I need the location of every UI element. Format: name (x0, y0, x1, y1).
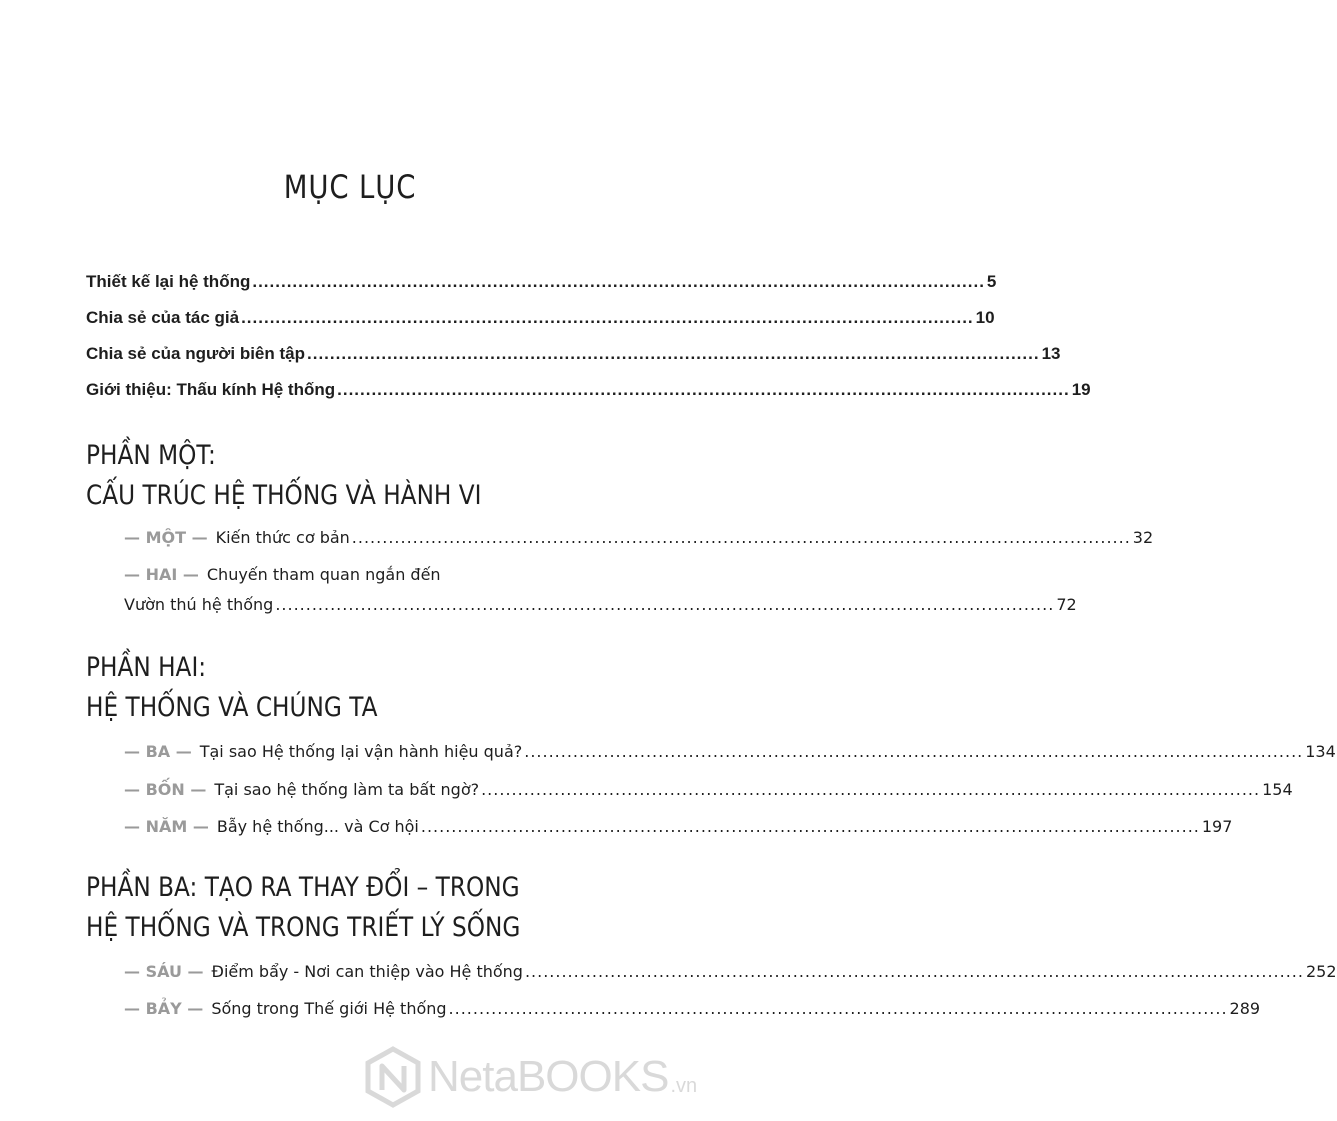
dot-leader: ................................................................................................................................ (275, 595, 1055, 614)
part-one-heading (86, 436, 585, 516)
toc-page-number: 5 (986, 272, 997, 291)
toc-chapter-ba[interactable] (124, 742, 1336, 768)
dot-leader: ................................................................................................................................ (241, 308, 974, 327)
watermark-suffix: .vn (670, 1075, 698, 1097)
dot-leader: ................................................................................................................................ (420, 817, 1200, 836)
part-two-heading (86, 648, 585, 728)
toc-page-number: 252 (1305, 962, 1337, 981)
toc-entry-thiet-ke[interactable] (86, 272, 997, 298)
toc-page-number: 72 (1056, 595, 1077, 614)
chapter-title: Sống trong Thế giới Hệ thống (211, 999, 447, 1018)
chapter-tag: — BỐN — (124, 780, 207, 799)
chapter-tag: — NĂM — (124, 817, 209, 836)
toc-page-number: 197 (1201, 817, 1233, 836)
toc-chapter-hai-line1[interactable] (124, 565, 612, 584)
dot-leader: ................................................................................................................................ (524, 742, 1304, 761)
toc-page-number: 19 (1071, 380, 1091, 399)
chapter-title: Chuyến tham quan ngắn đến (206, 565, 441, 584)
toc-entry-label: Chia sẻ của người biên tập (86, 344, 305, 363)
toc-entry-gioi-thieu[interactable] (86, 380, 1091, 406)
dot-leader: ................................................................................................................................ (448, 999, 1228, 1018)
n-logo-icon (362, 1046, 424, 1108)
toc-page-number: 134 (1305, 742, 1336, 761)
dot-leader: ................................................................................................................................ (481, 780, 1261, 799)
netabooks-watermark (362, 1046, 697, 1108)
part-heading-line: CẤU TRÚC HỆ THỐNG VÀ HÀNH VI (86, 480, 482, 511)
chapter-title-continued: Vườn thú hệ thống (124, 595, 274, 614)
toc-chapter-mot[interactable] (124, 528, 1154, 554)
part-heading-line: PHẦN HAI: (86, 652, 207, 683)
toc-page-number: 289 (1229, 999, 1261, 1018)
chapter-title: Kiến thức cơ bản (215, 528, 350, 547)
part-three-heading (86, 868, 585, 948)
dot-leader: ................................................................................................................................ (351, 528, 1131, 547)
toc-page-number: 32 (1132, 528, 1154, 547)
part-heading-line: PHẦN BA: TẠO RA THAY ĐỔI – TRONG (86, 872, 520, 903)
dot-leader: ................................................................................................................................ (307, 344, 1040, 363)
toc-chapter-sau[interactable] (124, 962, 1337, 988)
toc-chapter-bon[interactable] (124, 780, 1293, 806)
dot-leader: ................................................................................................................................ (252, 272, 985, 291)
toc-page-number: 13 (1041, 344, 1061, 363)
chapter-tag: — HAI — (124, 565, 199, 584)
toc-entry-label: Thiết kế lại hệ thống (86, 272, 251, 291)
chapter-title: Tại sao Hệ thống lại vận hành hiệu quả? (199, 742, 523, 761)
chapter-title: Tại sao hệ thống làm ta bất ngờ? (214, 780, 480, 799)
chapter-title: Bẫy hệ thống... và Cơ hội (216, 817, 419, 836)
toc-chapter-nam[interactable] (124, 817, 1233, 843)
chapter-tag: — SÁU — (124, 962, 204, 981)
chapter-tag: — BA — (124, 742, 192, 761)
page-title: MỤC LỤC (283, 168, 417, 206)
chapter-title: Điểm bẩy - Nơi can thiệp vào Hệ thống (211, 962, 523, 981)
watermark-brand: NetaBOOKS (428, 1052, 669, 1101)
toc-entry-label: Chia sẻ của tác giả (86, 308, 240, 327)
toc-chapter-hai-line2[interactable] (124, 595, 1077, 621)
toc-entry-label: Giới thiệu: Thấu kính Hệ thống (86, 380, 336, 399)
chapter-tag: — MỘT — (124, 528, 208, 547)
toc-entry-bien-tap[interactable] (86, 344, 1061, 370)
part-heading-line: PHẦN MỘT: (86, 440, 216, 471)
part-heading-line: HỆ THỐNG VÀ CHÚNG TA (86, 692, 378, 723)
toc-entry-tac-gia[interactable] (86, 308, 995, 334)
toc-page-number: 10 (975, 308, 995, 327)
dot-leader: ................................................................................................................................ (524, 962, 1304, 981)
part-heading-line: HỆ THỐNG VÀ TRONG TRIẾT LÝ SỐNG (86, 912, 521, 943)
toc-chapter-bay[interactable] (124, 999, 1261, 1025)
chapter-tag: — BẢY — (124, 999, 204, 1018)
toc-page-number: 154 (1262, 780, 1293, 799)
dot-leader: ................................................................................................................................ (337, 380, 1070, 399)
